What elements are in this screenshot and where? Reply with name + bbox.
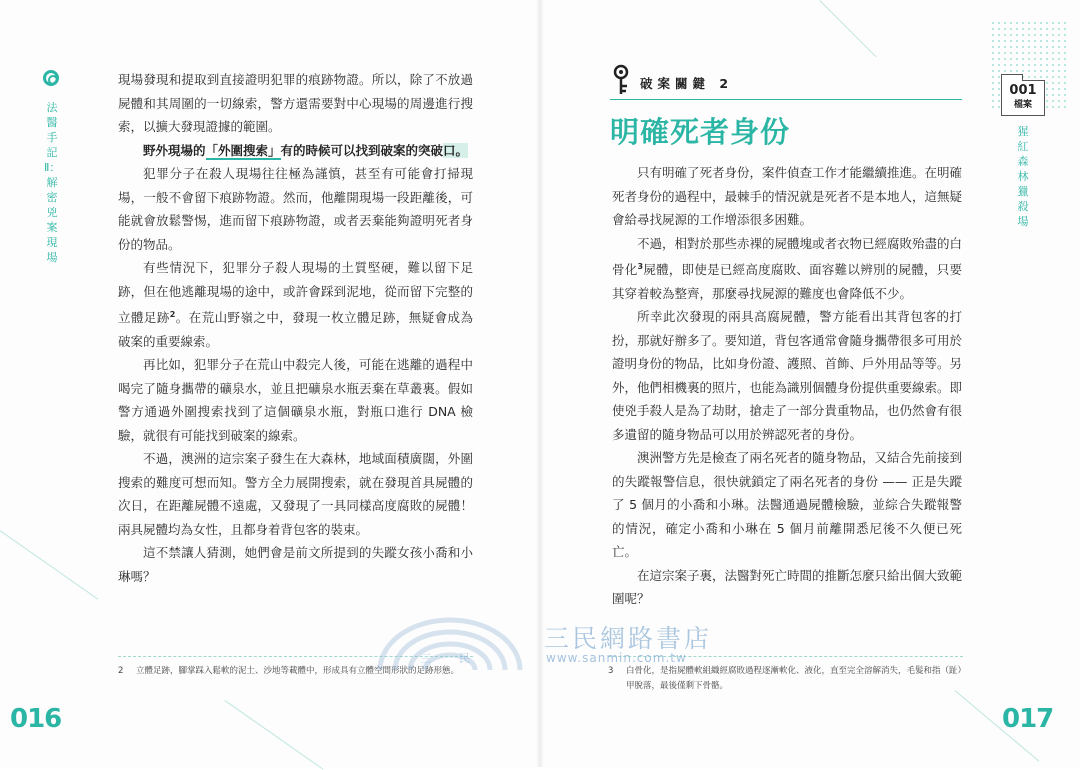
- highlight-term: 「外圍搜索」: [205, 142, 281, 158]
- highlight-paragraph: [118, 139, 473, 163]
- paragraph-text: 屍體，即使是已經高度腐敗、面容難以辨別的屍體，只要其穿着較為整齊，那麼尋找屍源的難度也會降低不少。: [612, 262, 962, 301]
- decorative-line: [0, 530, 98, 600]
- case-vertical-title: 猩紅森林獵殺場: [1017, 125, 1029, 228]
- footnote-number: 2: [118, 666, 124, 676]
- page-number-left: 016: [10, 704, 62, 734]
- paragraph: 澳洲警方先是檢查了兩名死者的隨身物品，又結合先前接到的失蹤報警信息，很快就鎖定了兩名死者的身份 —— 正是失蹤了 5 個月的小喬和小琳。法醫通過屍體檢驗，並綜合失蹤報警的情況，確定小喬和小琳在 5 個月前離開悉尼後不久便已死亡。: [612, 450, 963, 560]
- page-number-right: 017: [1002, 704, 1054, 734]
- right-page-body: [612, 161, 962, 611]
- left-page-body: [118, 68, 473, 588]
- paragraph: 只有明確了死者身份，案件偵查工作才能繼續推進。在明確死者身份的過程中，最棘手的情況就是死者不是本地人，這無疑會給尋找屍源的工作增添很多困難。: [612, 165, 963, 227]
- watermark-url: www.sanmin.com.tw: [546, 651, 687, 665]
- case-number: 001: [1009, 83, 1037, 98]
- footnote-ref: 2: [169, 310, 176, 319]
- decorative-line: [819, 0, 876, 57]
- paragraph: 不過，澳洲的這宗案子發生在大森林，地域面積廣闊，外圍搜索的難度可想而知。警方全力展開搜索，就在發現首具屍體的次日，在距離屍體不遠處，又發現了一具同樣高度腐敗的屍體！兩具屍體均為女性，且都身着背包客的裝束。: [118, 451, 473, 537]
- paragraph-text: 有些情況下，犯罪分子殺人現場的土質堅硬，難以留下足跡，但在他逃離現場的途中，或許會踩到泥地，從而留下完整的立體足跡: [118, 260, 473, 326]
- section-heading: 明確死者身份: [610, 115, 791, 149]
- section-label: 破案關鍵 2: [640, 76, 734, 91]
- footnote-number: 3: [608, 666, 614, 676]
- paragraph: 所幸此次發現的兩具高腐屍體，警方能看出其背包客的打扮，那就好辦多了。要知道，背包客通常會隨身攜帶很多可用於證明身份的物品，比如身份證、護照、首飾、戶外用品等等。另外，他們相機裏的照片，也能為識別個體身份提供重要線索。即使兇手殺人是為了劫財，搶走了一部分貴重物品，也仍然會有很多遺留的隨身物品可以用於辨認死者的身份。: [612, 309, 963, 442]
- highlight-text: 野外現場的: [143, 142, 206, 158]
- section-rule: [610, 99, 962, 100]
- paragraph: 在這宗案子裏，法醫對死亡時間的推斷怎麼只給出個大致範圍呢？: [612, 567, 963, 607]
- decorative-line: [224, 700, 323, 770]
- watermark-small-text: 三民: [420, 652, 498, 665]
- footnote-text: 立體足跡，腳掌踩入鬆軟的泥土、沙地等載體中，形成具有立體空間形狀的足跡形態。: [136, 666, 460, 676]
- footnote-ref: 3: [637, 262, 644, 271]
- case-file-badge: [1001, 80, 1045, 116]
- paragraph: 再比如，犯罪分子在荒山中殺完人後，可能在逃離的過程中喝完了隨身攜帶的礦泉水，並且把礦泉水瓶丟棄在草叢裏。假如警方通過外圍搜索找到了這個礦泉水瓶，對瓶口進行 DNA 檢驗，就很有可能找到破案的線索。: [118, 357, 473, 443]
- watermark-text: 三民網路書店: [544, 624, 713, 653]
- chapter-ring-icon: [43, 70, 59, 86]
- paragraph: [612, 232, 962, 306]
- paragraph: [118, 256, 473, 353]
- key-icon: [610, 64, 632, 96]
- paragraph: 犯罪分子在殺人現場往往極為謹慎，甚至有可能會打掃現場，一般不會留下痕跡物證。然而，他離開現場一段距離後，可能就會放鬆警惕，進而留下痕跡物證，或者丟棄能夠證明死者身份的物品。: [118, 166, 473, 252]
- footnote-text: 白骨化，是指屍體軟組織經腐敗過程逐漸軟化、液化，直至完全溶解消失，毛髮和指（趾）甲脫落，最後僅剩下骨骼。: [626, 666, 962, 691]
- case-label: 檔案: [1013, 100, 1032, 110]
- paragraph-text: 。在荒山野嶺之中，發現一枚立體足跡，無疑會成為破案的重要線索。: [118, 310, 473, 349]
- paragraph-text: 不過，相對於那些赤裸的屍體塊或者衣物已經腐敗殆盡的白骨化: [612, 235, 963, 278]
- highlight-tail: 口。: [443, 142, 469, 158]
- highlight-text: 有的時候可以找到破案的突破: [280, 142, 444, 158]
- paragraph: 現場發現和提取到直接證明犯罪的痕跡物證。所以，除了不放過屍體和其周圍的一切線索，警方還需要對中心現場的周邊進行搜索，以擴大發現證據的範圍。: [118, 72, 473, 134]
- book-vertical-title: 法醫手記Ⅱ：解密兇案現場: [44, 101, 61, 264]
- paragraph: 這不禁讓人猜測，她們會是前文所提到的失蹤女孩小喬和小琳嗎？: [118, 545, 473, 584]
